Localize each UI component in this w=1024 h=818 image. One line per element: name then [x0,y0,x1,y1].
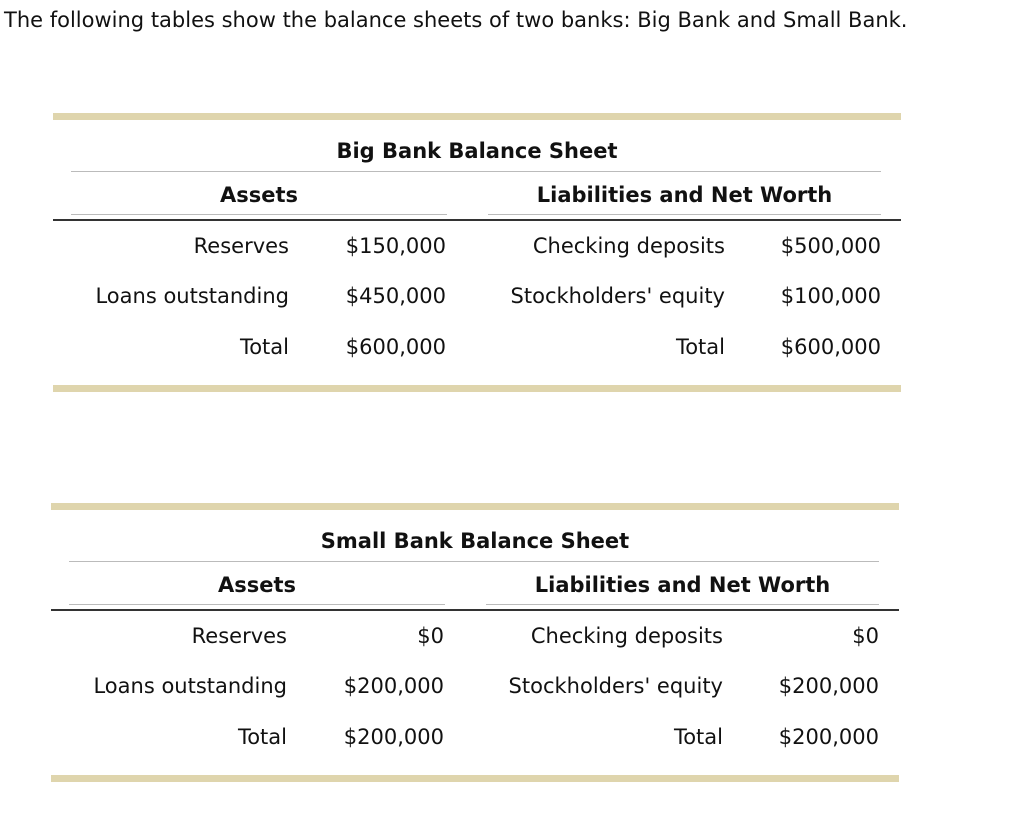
table-row [53,232,901,262]
asset-value: $0 [417,624,444,648]
asset-label: Reserves [193,234,289,258]
table-row [51,622,899,652]
asset-label: Total [237,725,287,749]
asset-value: $200,000 [343,674,444,698]
asset-value: $200,000 [343,725,444,749]
liabilities-header-divider [488,214,881,215]
asset-value: $150,000 [345,234,446,258]
header-rule [51,609,899,611]
table-row [53,333,901,363]
top-band [53,113,901,120]
header-rule [53,219,901,221]
asset-label: Total [239,335,289,359]
liability-value: $200,000 [778,725,879,749]
liabilities-header: Liabilities and Net Worth [534,573,831,597]
liability-label: Stockholders' equity [510,284,725,308]
title-divider [71,171,881,172]
big-bank-balance-sheet [53,113,901,393]
assets-header: Assets [219,183,299,207]
liabilities-header: Liabilities and Net Worth [536,183,833,207]
assets-header-divider [69,604,445,605]
bottom-band [51,775,899,782]
liability-value: $600,000 [780,335,881,359]
intro-text: The following tables show the balance sheets of two banks: Big Bank and Small Bank. [4,8,908,32]
asset-label: Reserves [191,624,287,648]
liability-value: $200,000 [778,674,879,698]
liability-label: Total [675,335,725,359]
asset-label: Loans outstanding [93,674,287,698]
liability-value: $100,000 [780,284,881,308]
table-title: Big Bank Balance Sheet [336,139,618,163]
asset-value: $450,000 [345,284,446,308]
table-row [51,672,899,702]
table-title: Small Bank Balance Sheet [320,529,630,553]
liability-label: Checking deposits [530,624,723,648]
title-divider [69,561,879,562]
small-bank-balance-sheet [51,503,899,783]
table-row [51,723,899,753]
liability-label: Checking deposits [532,234,725,258]
asset-value: $600,000 [345,335,446,359]
top-band [51,503,899,510]
liability-value: $0 [852,624,879,648]
assets-header-divider [71,214,447,215]
liability-label: Total [673,725,723,749]
asset-label: Loans outstanding [95,284,289,308]
assets-header: Assets [217,573,297,597]
liability-label: Stockholders' equity [508,674,723,698]
liability-value: $500,000 [780,234,881,258]
bottom-band [53,385,901,392]
liabilities-header-divider [486,604,879,605]
table-row [53,282,901,312]
